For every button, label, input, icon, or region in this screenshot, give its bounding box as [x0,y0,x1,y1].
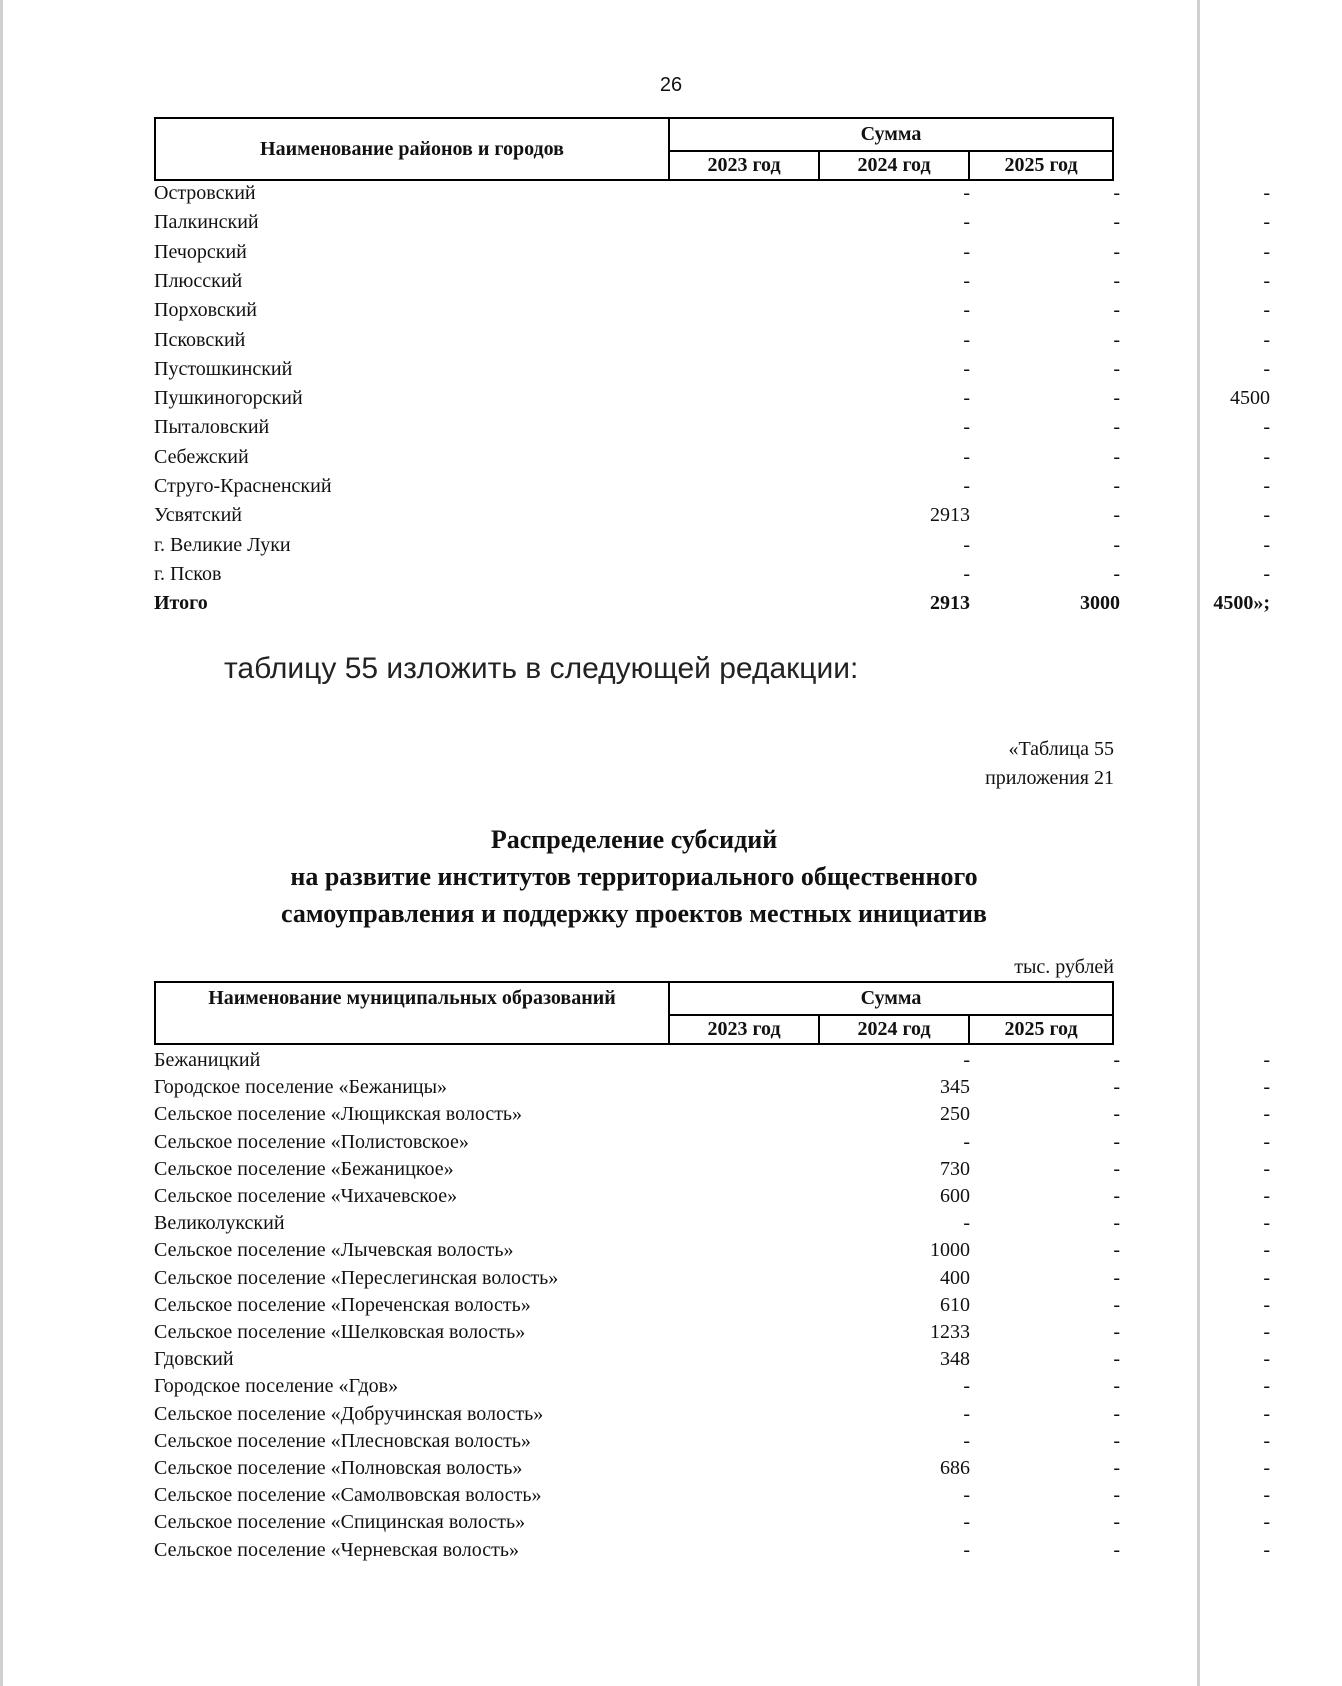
unit-label: тыс. рублей [1014,956,1114,978]
table-row [154,1075,1270,1102]
page-number: 26 [659,74,683,96]
row-name: Островский [154,182,256,204]
table-row [154,209,1270,238]
table-row [154,180,1270,209]
table1-year-2024: 2024 год [820,152,970,179]
value-2023: 730 [940,1157,970,1180]
value-2023: - [963,533,970,556]
value-2023: - [963,1130,970,1153]
value-2023: - [963,269,970,292]
row-name: Городское поселение «Бежаницы» [154,1076,448,1099]
table-row [154,1130,1270,1157]
value-2024: - [1113,328,1120,351]
value-2024: - [1113,445,1120,468]
table-row [154,239,1270,268]
table-ref-line1: «Таблица 55 [1008,738,1114,760]
value-2025: - [1263,1375,1270,1398]
table-row [154,1266,1270,1293]
table1-sum-header: Сумма [670,119,1112,152]
value-2025: 4500 [1230,387,1270,410]
value-2024: - [1113,504,1120,527]
row-name: Пушкиногорский [154,387,303,410]
value-2024: - [1113,182,1120,204]
row-name: Сельское поселение «Переслегинская волость» [154,1266,559,1289]
row-name: Сельское поселение «Бежаницкое» [154,1157,454,1180]
table-row [154,1211,1270,1238]
value-2023: 1233 [930,1321,970,1343]
value-2025: - [1263,182,1270,204]
value-2024: - [1113,357,1120,380]
table-row [154,1238,1270,1265]
total-label: Итого [154,592,208,615]
value-2023: - [963,1538,970,1561]
value-2024: - [1113,269,1120,292]
title-line-1: Распределение субсидий [490,825,778,854]
value-2025: - [1263,1157,1270,1180]
row-name: Порховский [154,299,258,322]
table-row [154,561,1270,590]
table2-year-2023: 2023 год [670,1016,820,1043]
value-2025: - [1263,1103,1270,1126]
value-2023: 686 [940,1457,970,1479]
row-name: Пыталовский [154,416,270,439]
value-2024: - [1113,1266,1120,1289]
value-2024: - [1113,1538,1120,1561]
table-row [154,1510,1270,1537]
value-2024: - [1113,1185,1120,1207]
table-row [154,356,1270,385]
value-2024: - [1113,1348,1120,1371]
total-2024: 3000 [1080,592,1120,615]
row-name: Сельское поселение «Добручинская волость» [154,1402,544,1425]
table-row [154,444,1270,473]
value-2024: - [1113,416,1120,439]
row-name: Себежский [154,445,249,468]
value-2024: - [1113,1239,1120,1262]
row-name: Сельское поселение «Черневская волость» [154,1538,520,1561]
value-2024: - [1113,1130,1120,1153]
value-2023: - [963,357,970,380]
value-2023: - [963,328,970,351]
value-2025: - [1263,475,1270,497]
value-2023: 1000 [930,1239,970,1262]
value-2024: - [1113,1321,1120,1343]
value-2023: - [963,182,970,204]
table-row [154,502,1270,531]
table1-year-headers [670,152,1112,179]
value-2024: - [1113,240,1120,263]
table-row [154,1402,1270,1429]
value-2025: - [1263,1457,1270,1479]
value-2025: - [1263,504,1270,527]
value-2023: - [963,1429,970,1452]
table1-year-2023: 2023 год [670,152,820,179]
row-name: Палкинский [154,211,259,234]
value-2024: - [1113,475,1120,497]
value-2025: - [1263,240,1270,263]
row-name: г. Псков [154,562,222,585]
value-2025: - [1263,1538,1270,1561]
table2-header [154,981,1114,1045]
table2-sum-header: Сумма [670,983,1112,1016]
table2-year-2025: 2025 год [1004,1018,1078,1040]
value-2024: - [1113,1429,1120,1452]
table-row [154,268,1270,297]
value-2023: - [963,1511,970,1534]
total-2025: 4500»; [1213,592,1270,615]
title-line-2: на развитие институтов территориального общественного [290,862,978,891]
row-name: Бежаницкий [154,1049,261,1071]
row-name: г. Великие Луки [154,533,291,556]
value-2024: - [1113,1076,1120,1099]
row-name: Печорский [154,240,247,263]
row-name: Великолукский [154,1212,285,1235]
row-name: Струго-Красненский [154,475,332,497]
table-ref-line2: приложения 21 [985,767,1114,789]
table-row [154,327,1270,356]
value-2025: - [1263,1266,1270,1289]
value-2024: - [1113,1402,1120,1425]
value-2025: - [1263,445,1270,468]
table2-year-headers [670,1016,1112,1043]
table2-year-2024: 2024 год [820,1016,970,1043]
total-2023: 2913 [930,592,970,615]
value-2025: - [1263,1130,1270,1153]
value-2023: - [963,211,970,234]
row-name: Сельское поселение «Пореченская волость» [154,1293,531,1316]
value-2023: 345 [940,1076,970,1099]
value-2025: - [1263,1484,1270,1507]
value-2023: - [963,1212,970,1235]
row-name: Сельское поселение «Чихачевское» [154,1185,458,1207]
value-2023: - [963,299,970,322]
value-2023: 2913 [930,504,970,527]
row-name: Усвятский [154,504,242,527]
table-row [154,1184,1270,1211]
row-name: Гдовский [154,1348,234,1371]
table-row [154,1374,1270,1401]
value-2025: - [1263,1402,1270,1425]
table-row [154,385,1270,414]
table-row [154,1048,1270,1075]
value-2025: - [1263,533,1270,556]
value-2023: - [963,1375,970,1398]
value-2023: 250 [940,1103,970,1126]
value-2024: - [1113,1157,1120,1180]
table-row [154,1320,1270,1347]
value-2025: - [1263,357,1270,380]
table-row [154,297,1270,326]
value-2024: - [1113,387,1120,410]
value-2024: - [1113,1375,1120,1398]
table-row [154,1456,1270,1483]
scan-edge-left [0,0,3,1686]
row-name: Сельское поселение «Самолвовская волость» [154,1484,542,1507]
row-name: Городское поселение «Гдов» [154,1375,399,1398]
instruction-text: таблицу 55 изложить в следующей редакции: [224,652,859,685]
table-row [154,1538,1270,1565]
value-2025: - [1263,328,1270,351]
value-2025: - [1263,269,1270,292]
row-name: Сельское поселение «Спицинская волость» [154,1511,526,1534]
value-2024: - [1113,1212,1120,1235]
table1-name-col-header: Наименование районов и городов [260,137,564,160]
title-line-3: самоуправления и поддержку проектов местных инициатив [281,899,987,928]
value-2023: - [963,416,970,439]
value-2023: - [963,387,970,410]
table2-name-col-header: Наименование муниципальных образований [208,987,616,1009]
document-title [154,821,1114,932]
row-name: Сельское поселение «Плесновская волость» [154,1429,531,1452]
table-row [154,1157,1270,1184]
row-name: Сельское поселение «Полистовское» [154,1130,469,1153]
value-2025: - [1263,562,1270,585]
table-row [154,1347,1270,1374]
value-2024: - [1113,211,1120,234]
value-2023: 348 [940,1348,970,1371]
value-2025: - [1263,1185,1270,1207]
value-2023: - [963,475,970,497]
value-2025: - [1263,1293,1270,1316]
table1-header [154,117,1114,181]
value-2024: - [1113,1457,1120,1479]
value-2025: - [1263,1429,1270,1452]
table-row [154,414,1270,443]
row-name: Плюсский [154,269,243,292]
table-row [154,532,1270,561]
value-2024: - [1113,1484,1120,1507]
value-2023: - [963,1402,970,1425]
row-name: Сельское поселение «Шелковская волость» [154,1321,526,1343]
row-name: Сельское поселение «Полновская волость» [154,1457,523,1479]
value-2024: - [1113,1511,1120,1534]
value-2024: - [1113,299,1120,322]
value-2024: - [1113,562,1120,585]
value-2023: 610 [940,1293,970,1316]
value-2025: - [1263,299,1270,322]
value-2025: - [1263,1212,1270,1235]
value-2025: - [1263,416,1270,439]
table-row [154,1293,1270,1320]
table-row [154,1429,1270,1456]
value-2024: - [1113,1103,1120,1126]
row-name: Сельское поселение «Лющикская волость» [154,1103,523,1126]
value-2023: - [963,562,970,585]
value-2023: - [963,1049,970,1071]
value-2023: 400 [940,1266,970,1289]
value-2025: - [1263,1049,1270,1071]
table-row [154,1483,1270,1510]
value-2023: - [963,240,970,263]
row-name: Сельское поселение «Лычевская волость» [154,1239,514,1262]
value-2023: - [963,1484,970,1507]
value-2024: - [1113,1049,1120,1071]
table1-year-2025: 2025 год [1004,154,1078,176]
value-2025: - [1263,1321,1270,1343]
value-2023: 600 [940,1185,970,1207]
table-row [154,1102,1270,1129]
value-2025: - [1263,1076,1270,1099]
row-name: Пустошкинский [154,357,293,380]
row-name: Псковский [154,328,246,351]
value-2024: - [1113,533,1120,556]
value-2023: - [963,445,970,468]
value-2025: - [1263,1239,1270,1262]
value-2025: - [1263,211,1270,234]
value-2025: - [1263,1348,1270,1371]
table-row [154,473,1270,502]
value-2025: - [1263,1511,1270,1534]
total-row [154,590,1270,619]
value-2024: - [1113,1293,1120,1316]
